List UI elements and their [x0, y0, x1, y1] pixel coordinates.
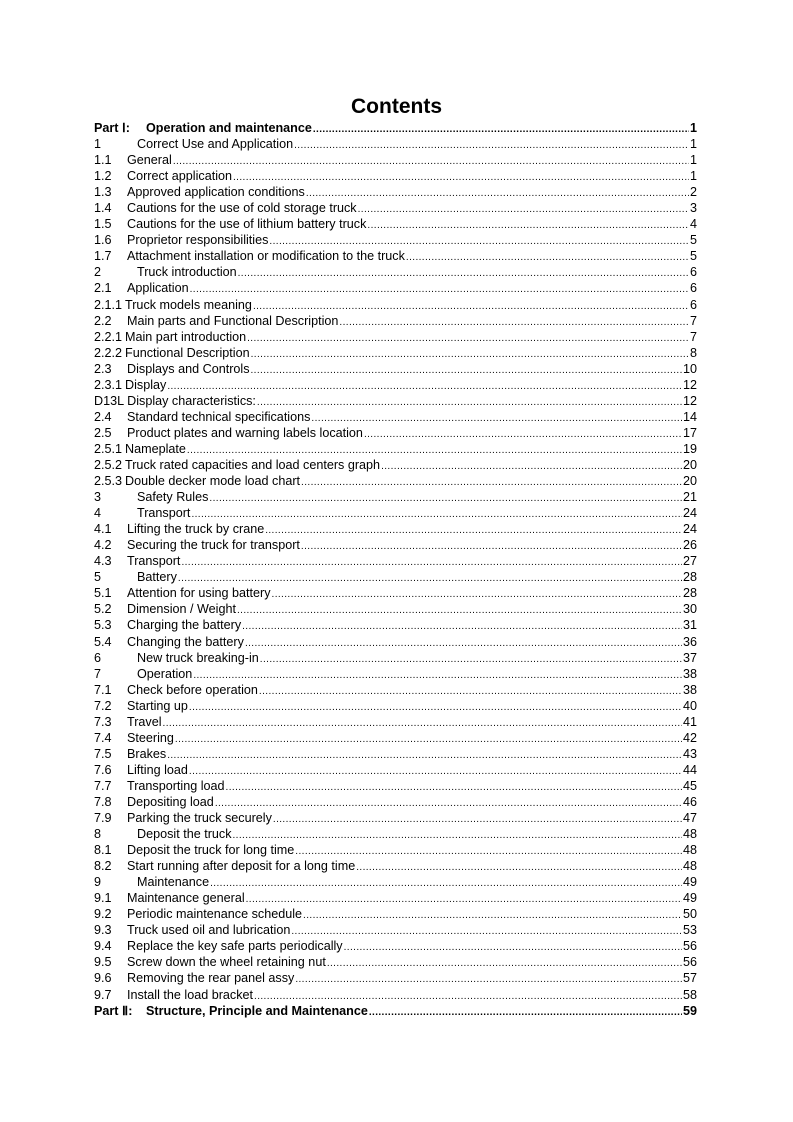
toc-entry[interactable] [94, 537, 697, 553]
toc-entry-title: Parking the truck securely [127, 811, 272, 826]
toc-entry-title: Maintenance general [127, 891, 245, 906]
toc-entry-page: 38 [682, 682, 697, 697]
dot-leader [344, 940, 682, 956]
dot-leader [306, 186, 689, 202]
toc-entry-title: Replace the key safe parts periodically [127, 939, 343, 954]
toc-entry-number: 2.4 [94, 409, 112, 424]
toc-entry-number: 4.3 [94, 554, 112, 569]
toc-entry[interactable] [94, 922, 697, 938]
toc-entry-number: 5.2 [94, 602, 112, 617]
dot-leader [163, 716, 682, 732]
toc-entry-title: Changing the battery [127, 634, 244, 649]
dot-leader [272, 587, 682, 603]
toc-entry-page: 49 [682, 875, 697, 890]
toc-entry-number: 1.1 [94, 153, 112, 168]
toc-entry-title: Periodic maintenance schedule [127, 907, 303, 922]
toc-entry-number: 7.9 [94, 811, 112, 826]
toc-entry-number: 4.1 [94, 522, 112, 537]
toc-entry-title: Attachment installation or modification to the truck [127, 249, 405, 264]
toc-entry[interactable] [94, 569, 697, 585]
toc-entry-page: 4 [689, 217, 697, 232]
toc-entry-number: 7.2 [94, 698, 112, 713]
toc-entry[interactable] [94, 345, 697, 361]
toc-entry-number: 9.5 [94, 955, 112, 970]
toc-entry-page: 48 [682, 843, 697, 858]
dot-leader [291, 924, 682, 940]
toc-entry-number: 8.1 [94, 843, 112, 858]
toc-entry-page: 40 [682, 698, 697, 713]
dot-leader [313, 122, 689, 138]
dot-leader [237, 603, 682, 619]
toc-entry-title: Deposit the truck for long time [127, 843, 295, 858]
dot-leader [339, 315, 689, 331]
toc-entry-page: 56 [682, 955, 697, 970]
toc-entry-page: 42 [682, 730, 697, 745]
toc-entry-title: Securing the truck for transport [127, 538, 300, 553]
toc-entry-number: 1.6 [94, 233, 112, 248]
toc-entry-page: 1 [689, 121, 697, 135]
dot-leader [301, 539, 682, 555]
toc-entry-title: Operation and maintenance [146, 121, 312, 135]
toc-entry-number: 9.1 [94, 891, 112, 906]
dot-leader [356, 860, 682, 876]
toc-entry-page: 45 [682, 778, 697, 793]
toc-entry-page: 21 [682, 490, 697, 505]
toc-entry[interactable] [94, 730, 697, 746]
toc-entry-page: 6 [689, 281, 697, 296]
toc-entry-number: 9.7 [94, 987, 112, 1002]
dot-leader [364, 427, 682, 443]
dot-leader [265, 523, 682, 539]
toc-entry-title: Proprietor responsibilities [127, 233, 269, 248]
toc-entry-page: 56 [682, 939, 697, 954]
toc-entry-page: 20 [682, 474, 697, 489]
dot-leader [167, 748, 682, 764]
toc-entry-number: 7.3 [94, 714, 112, 729]
toc-entry-title: D13L Display characteristics: [94, 393, 256, 408]
dot-leader [238, 266, 689, 282]
dot-leader [294, 138, 689, 154]
toc-entry[interactable] [94, 184, 697, 200]
dot-leader [311, 411, 682, 427]
toc-entry[interactable] [94, 232, 697, 248]
toc-entry-page: 26 [682, 538, 697, 553]
toc-entry[interactable] [94, 361, 697, 377]
dot-leader [175, 732, 682, 748]
toc-entry-title: Correct Use and Application [137, 137, 294, 152]
toc-entry-page: 30 [682, 602, 697, 617]
toc-entry-page: 43 [682, 746, 697, 761]
toc-entry[interactable] [94, 682, 697, 698]
toc-entry-page: 53 [682, 923, 697, 938]
toc-entry-page: 44 [682, 762, 697, 777]
toc-entry-page: 6 [689, 265, 697, 280]
toc-entry[interactable] [94, 200, 697, 216]
toc-entry-page: 14 [682, 409, 697, 424]
toc-entry-title: Displays and Controls [127, 361, 250, 376]
toc-entry-title: Operation [137, 666, 193, 681]
toc-entry-title: Correct application [127, 169, 232, 184]
toc-entry[interactable] [94, 634, 697, 650]
toc-entry[interactable] [94, 666, 697, 682]
toc-entry[interactable] [94, 617, 697, 633]
toc-entry-title: Dimension / Weight [127, 602, 236, 617]
toc-entry[interactable] [94, 553, 697, 569]
toc-entry-number: 1.3 [94, 185, 112, 200]
toc-entry-page: 6 [689, 297, 697, 312]
toc-entry[interactable] [94, 826, 697, 842]
toc-entry-number: 2.2.2 [94, 345, 123, 360]
toc-entry-number: 8 [94, 827, 102, 842]
toc-entry-number: 1.5 [94, 217, 112, 232]
toc-entry-number: 2.3 [94, 361, 112, 376]
toc-entry-title: Lifting the truck by crane [127, 522, 265, 537]
toc-entry-title: Structure, Principle and Maintenance [146, 1003, 368, 1018]
toc-entry[interactable] [94, 280, 697, 296]
toc-entry[interactable] [94, 858, 697, 874]
toc-entry-number: 7.4 [94, 730, 112, 745]
toc-entry-number: 9.2 [94, 907, 112, 922]
dot-leader [358, 202, 689, 218]
toc-entry-title: Transport [127, 554, 181, 569]
toc-entry-number: 9.4 [94, 939, 112, 954]
toc-entry[interactable] [94, 762, 697, 778]
toc-entry-page: 48 [682, 859, 697, 874]
toc-entry-page: 1 [689, 169, 697, 184]
dot-leader [295, 972, 682, 988]
toc-entry-page: 31 [682, 618, 697, 633]
toc-entry-number: 1.4 [94, 201, 112, 216]
toc-entry[interactable] [94, 778, 697, 794]
toc-entry[interactable] [94, 842, 697, 858]
toc-entry-number: 2.2.1 [94, 329, 123, 344]
toc-entry-number: 7.8 [94, 794, 112, 809]
toc-entry[interactable] [94, 489, 697, 505]
toc-entry-page: 36 [682, 634, 697, 649]
toc-entry-page: 28 [682, 586, 697, 601]
toc-entry-number: 2.5.2 [94, 457, 123, 472]
toc-entry-number: 5.4 [94, 634, 112, 649]
toc-entry-number: 2.5.3 [94, 474, 123, 489]
dot-leader [173, 154, 689, 170]
toc-entry-page: 24 [682, 506, 697, 521]
toc-entry-page: 48 [682, 827, 697, 842]
toc-entry-number: 7.1 [94, 682, 112, 697]
dot-leader [406, 250, 689, 266]
toc-entry-number: 7 [94, 666, 102, 681]
toc-entry-title: Main part introduction [125, 329, 247, 344]
dot-leader [303, 908, 682, 924]
toc-entry-page: 28 [682, 570, 697, 585]
toc-entry[interactable] [94, 714, 697, 730]
toc-entry-title: Double decker mode load chart [125, 474, 301, 489]
toc-entry[interactable] [94, 313, 697, 329]
dot-leader [259, 684, 682, 700]
toc-entry-number: Part Ⅰ: [94, 121, 130, 135]
toc-entry-title: Cautions for the use of lithium battery truck [127, 217, 367, 232]
toc-entry-title: Removing the rear panel assy [127, 971, 295, 986]
toc-entry-title: Check before operation [127, 682, 258, 697]
toc-entry-title: Battery [137, 570, 177, 585]
toc-entry-page: 20 [682, 457, 697, 472]
toc-entry[interactable] [94, 248, 697, 264]
page-title: Contents [351, 95, 442, 118]
table-of-contents [94, 120, 697, 1019]
toc-entry-number: Part Ⅱ: [94, 1003, 133, 1018]
dot-leader [191, 507, 682, 523]
toc-entry[interactable] [94, 1003, 697, 1019]
toc-entry-title: Standard technical specifications [127, 409, 311, 424]
toc-entry-title: Functional Description [125, 345, 250, 360]
toc-entry-number: 7.7 [94, 778, 112, 793]
dot-leader [210, 876, 682, 892]
toc-entry-title: General [127, 153, 172, 168]
toc-entry-page: 8 [689, 345, 697, 360]
dot-leader [226, 780, 682, 796]
toc-entry-number: 2.5.1 [94, 441, 123, 456]
toc-entry-number: 9.3 [94, 923, 112, 938]
toc-entry-page: 46 [682, 794, 697, 809]
toc-entry-title: Main parts and Functional Description [127, 313, 339, 328]
toc-entry-page: 41 [682, 714, 697, 729]
toc-entry-number: 9.6 [94, 971, 112, 986]
toc-entry[interactable] [94, 168, 697, 184]
toc-entry[interactable] [94, 457, 697, 473]
toc-entry[interactable] [94, 152, 697, 168]
toc-entry-page: 1 [689, 153, 697, 168]
toc-entry-page: 7 [689, 329, 697, 344]
dot-leader [247, 331, 689, 347]
toc-entry[interactable] [94, 987, 697, 1003]
toc-entry-title: Truck introduction [137, 265, 237, 280]
toc-entry[interactable] [94, 601, 697, 617]
toc-entry-title: Product plates and warning labels location [127, 425, 363, 440]
dot-leader [260, 652, 682, 668]
toc-entry-number: 3 [94, 490, 102, 505]
toc-entry[interactable] [94, 441, 697, 457]
toc-entry[interactable] [94, 906, 697, 922]
toc-entry-page: 27 [682, 554, 697, 569]
toc-entry[interactable] [94, 890, 697, 906]
dot-leader [327, 956, 682, 972]
toc-entry-number: 7.5 [94, 746, 112, 761]
toc-entry-page: 50 [682, 907, 697, 922]
toc-entry-title: Truck models meaning [125, 297, 252, 312]
dot-leader [369, 1005, 682, 1021]
toc-entry[interactable] [94, 120, 697, 136]
toc-entry[interactable] [94, 377, 697, 393]
toc-entry-title: Transport [137, 506, 191, 521]
toc-entry-title: Travel [127, 714, 162, 729]
toc-entry-page: 3 [689, 201, 697, 216]
toc-entry-title: Display [125, 377, 167, 392]
toc-entry[interactable] [94, 473, 697, 489]
toc-entry-title: Starting up [127, 698, 188, 713]
toc-entry[interactable] [94, 938, 697, 954]
dot-leader [251, 363, 682, 379]
toc-entry[interactable] [94, 874, 697, 890]
dot-leader [381, 459, 682, 475]
toc-entry[interactable] [94, 970, 697, 986]
toc-entry[interactable] [94, 216, 697, 232]
toc-entry[interactable] [94, 650, 697, 666]
toc-entry-title: Charging the battery [127, 618, 242, 633]
toc-entry-title: Safety Rules [137, 490, 209, 505]
toc-entry-title: Depositing load [127, 794, 214, 809]
toc-entry-page: 38 [682, 666, 697, 681]
toc-entry-number: 5.1 [94, 586, 112, 601]
toc-entry-title: Deposit the truck [137, 827, 232, 842]
toc-entry-number: 2.2 [94, 313, 112, 328]
toc-entry-title: Truck used oil and lubrication [127, 923, 291, 938]
toc-entry-page: 2 [689, 185, 697, 200]
toc-entry-page: 10 [682, 361, 697, 376]
toc-entry-title: Truck rated capacities and load centers graph [125, 457, 381, 472]
dot-leader [257, 395, 682, 411]
toc-entry[interactable] [94, 521, 697, 537]
toc-entry-number: 1 [94, 137, 102, 152]
toc-entry-page: 58 [682, 987, 697, 1002]
toc-entry-number: 4.2 [94, 538, 112, 553]
toc-entry-page: 49 [682, 891, 697, 906]
toc-entry-title: Install the load bracket [127, 987, 254, 1002]
toc-entry[interactable] [94, 264, 697, 280]
toc-entry-number: 1.7 [94, 249, 112, 264]
toc-entry[interactable] [94, 393, 697, 409]
toc-entry-number: 2.3.1 [94, 377, 123, 392]
toc-entry-title: Brakes [127, 746, 167, 761]
toc-entry-page: 17 [682, 425, 697, 440]
dot-leader [233, 828, 682, 844]
toc-entry[interactable] [94, 698, 697, 714]
toc-entry-number: 5.3 [94, 618, 112, 633]
toc-entry-title: Attention for using battery [127, 586, 271, 601]
dot-leader [189, 700, 682, 716]
toc-entry[interactable] [94, 810, 697, 826]
toc-entry-title: New truck breaking-in [137, 650, 259, 665]
toc-entry[interactable] [94, 954, 697, 970]
toc-entry-title: Approved application conditions [127, 185, 305, 200]
toc-entry-number: 4 [94, 506, 102, 521]
toc-entry-number: 2.1 [94, 281, 112, 296]
dot-leader [215, 796, 682, 812]
dot-leader [193, 668, 682, 684]
toc-entry-page: 7 [689, 313, 697, 328]
toc-entry-number: 8.2 [94, 859, 112, 874]
dot-leader [181, 555, 682, 571]
toc-entry-number: 5 [94, 570, 102, 585]
toc-entry-number: 2.1.1 [94, 297, 123, 312]
toc-entry-page: 12 [682, 393, 697, 408]
toc-entry-number: 9 [94, 875, 102, 890]
dot-leader [242, 619, 682, 635]
toc-entry-title: Transporting load [127, 778, 225, 793]
toc-entry-page: 19 [682, 441, 697, 456]
toc-entry[interactable] [94, 297, 697, 313]
toc-entry[interactable] [94, 136, 697, 152]
toc-entry-page: 5 [689, 249, 697, 264]
toc-entry-title: Screw down the wheel retaining nut [127, 955, 326, 970]
toc-entry[interactable] [94, 409, 697, 425]
toc-entry-title: Nameplate [125, 441, 186, 456]
toc-entry-title: Start running after deposit for a long time [127, 859, 356, 874]
toc-entry-page: 47 [682, 811, 697, 826]
toc-entry-title: Application [127, 281, 189, 296]
toc-entry-page: 1 [689, 137, 697, 152]
dot-leader [189, 764, 682, 780]
toc-entry[interactable] [94, 794, 697, 810]
toc-entry-page: 57 [682, 971, 697, 986]
toc-entry-page: 24 [682, 522, 697, 537]
dot-leader [245, 636, 682, 652]
toc-entry[interactable] [94, 746, 697, 762]
toc-entry[interactable] [94, 329, 697, 345]
toc-entry-page: 59 [682, 1003, 697, 1018]
toc-entry-page: 5 [689, 233, 697, 248]
dot-leader [273, 812, 682, 828]
dot-leader [190, 282, 689, 298]
toc-entry-title: Steering [127, 730, 174, 745]
toc-entry-number: 2.5 [94, 425, 112, 440]
dot-leader [301, 475, 682, 491]
toc-entry[interactable] [94, 425, 697, 441]
dot-leader [251, 347, 689, 363]
toc-entry-number: 7.6 [94, 762, 112, 777]
toc-entry-page: 37 [682, 650, 697, 665]
dot-leader [209, 491, 682, 507]
toc-entry[interactable] [94, 585, 697, 601]
toc-entry-number: 1.2 [94, 169, 112, 184]
toc-entry-title: Maintenance [137, 875, 210, 890]
toc-entry-number: 6 [94, 650, 102, 665]
toc-entry-number: 2 [94, 265, 102, 280]
dot-leader [246, 892, 682, 908]
toc-entry-page: 12 [682, 377, 697, 392]
toc-entry-title: Cautions for the use of cold storage truck [127, 201, 357, 216]
toc-entry[interactable] [94, 505, 697, 521]
toc-entry-title: Lifting load [127, 762, 188, 777]
dot-leader [367, 218, 689, 234]
